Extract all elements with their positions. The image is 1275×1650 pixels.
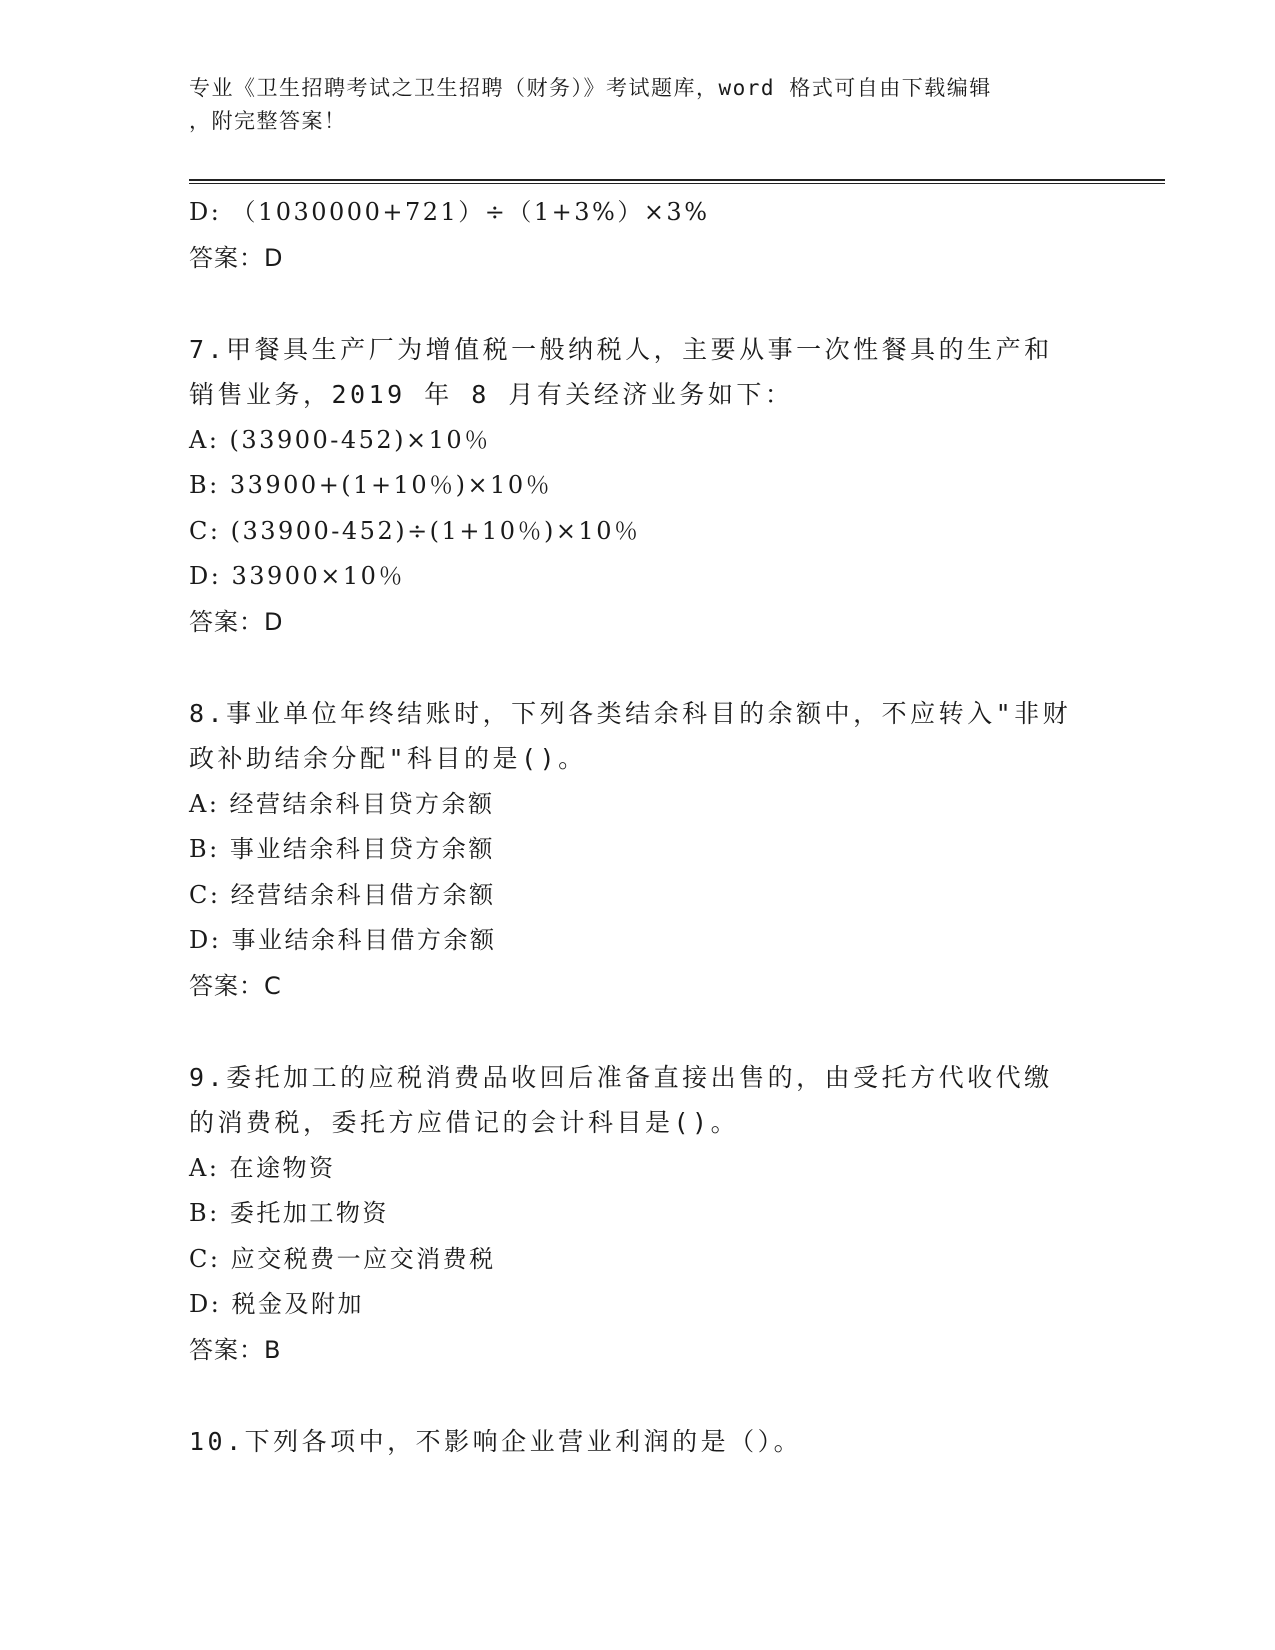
option-c: C: 经营结余科目借方余额 bbox=[189, 880, 496, 909]
option-a: A: (33900-452)×10％ bbox=[189, 425, 491, 454]
question-text-line: 10.下列各项中，不影响企业营业利润的是（）。 bbox=[189, 1426, 803, 1456]
option-d: D: 事业结余科目借方余额 bbox=[189, 926, 497, 954]
header-divider bbox=[189, 179, 1165, 184]
option-d: D: 33900×10％ bbox=[189, 562, 405, 590]
spacer bbox=[189, 645, 1089, 691]
answer-label: 答案：D bbox=[189, 607, 284, 636]
question-text-line: 7.甲餐具生产厂为增值税一般纳税人，主要从事一次性餐具的生产和 bbox=[189, 334, 1053, 364]
option-c: C: (33900-452)÷(1+10％)×10％ bbox=[189, 516, 641, 545]
option-a: A: 经营结余科目贷方余额 bbox=[189, 789, 495, 818]
question-8 bbox=[189, 691, 1089, 1010]
page-header bbox=[189, 72, 1089, 138]
question-content bbox=[189, 190, 1089, 1464]
question-text-line: 9.委托加工的应税消费品收回后准备直接出售的，由受托方代收代缴 bbox=[189, 1062, 1053, 1092]
question-text-line: 的消费税，委托方应借记的会计科目是()。 bbox=[189, 1108, 740, 1137]
question-9 bbox=[189, 1055, 1089, 1374]
option-c: C: 应交税费一应交消费税 bbox=[189, 1244, 496, 1273]
option-b: B: 33900+(1+10％)×10％ bbox=[189, 471, 553, 499]
question-10 bbox=[189, 1419, 1089, 1465]
question-text-line: 销售业务，2019 年 8 月有关经济业务如下： bbox=[189, 380, 794, 409]
header-title-line-1: 专业《卫生招聘考试之卫生招聘（财务）》考试题库，word 格式可自由下载编辑 bbox=[189, 76, 992, 100]
header-title-line-2: ，附完整答案！ bbox=[189, 109, 347, 133]
option-a: A: 在途物资 bbox=[189, 1153, 336, 1182]
prev-question-option-d: D: （1030000+721）÷（1+3%）×3% bbox=[189, 198, 710, 226]
spacer bbox=[189, 1373, 1089, 1419]
answer-label: 答案：C bbox=[189, 971, 282, 1000]
question-7 bbox=[189, 327, 1089, 646]
spacer bbox=[189, 281, 1089, 327]
answer-label: 答案：B bbox=[189, 1335, 282, 1364]
option-b: B: 事业结余科目贷方余额 bbox=[189, 835, 495, 863]
question-text-line: 政补助结余分配"科目的是()。 bbox=[189, 744, 587, 773]
spacer bbox=[189, 1009, 1089, 1055]
question-text-line: 8.事业单位年终结账时，下列各类结余科目的余额中，不应转入"非财 bbox=[189, 698, 1072, 728]
option-b: B: 委托加工物资 bbox=[189, 1199, 389, 1227]
option-d: D: 税金及附加 bbox=[189, 1290, 364, 1318]
prev-question-answer: 答案：D bbox=[189, 243, 284, 272]
